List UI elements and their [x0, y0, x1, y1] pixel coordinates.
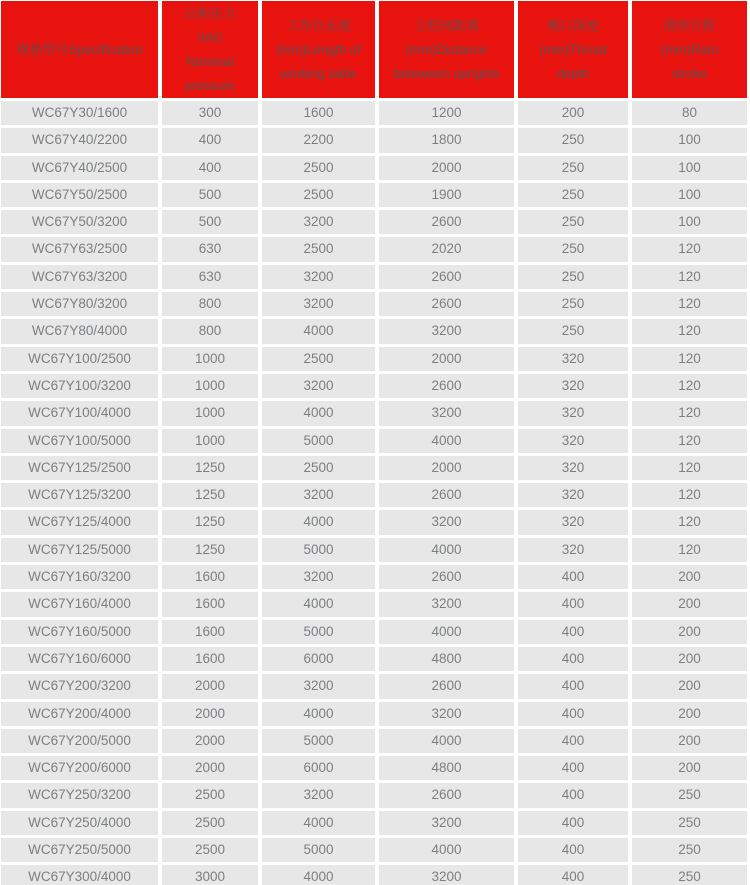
column-header-table-length: [262, 1, 375, 98]
cell-upright-distance: 1800: [379, 128, 514, 152]
column-header-line: working table: [280, 65, 357, 81]
column-header-line: pressure: [184, 77, 236, 93]
cell-upright-distance: 2000: [379, 456, 514, 480]
cell-table-length: 4000: [262, 319, 375, 343]
cell-upright-distance: 3200: [379, 702, 514, 726]
cell-table-length: 5000: [262, 538, 375, 562]
cell-table-length: 2500: [262, 156, 375, 180]
cell-table-length: 4000: [262, 592, 375, 616]
cell-upright-distance: 2600: [379, 565, 514, 589]
cell-throat-depth: 400: [518, 811, 628, 835]
cell-ram-stroke: 80: [632, 101, 747, 125]
cell-ram-stroke: 120: [632, 292, 747, 316]
cell-throat-depth: 400: [518, 702, 628, 726]
cell-specification: WC67Y100/5000: [1, 429, 158, 453]
cell-upright-distance: 4800: [379, 647, 514, 671]
cell-table-length: 1600: [262, 101, 375, 125]
cell-ram-stroke: 250: [632, 865, 747, 885]
cell-nominal-pressure: 1600: [162, 592, 258, 616]
cell-nominal-pressure: 300: [162, 101, 258, 125]
cell-table-length: 5000: [262, 729, 375, 753]
cell-table-length: 3200: [262, 565, 375, 589]
cell-throat-depth: 320: [518, 456, 628, 480]
cell-specification: WC67Y63/2500: [1, 237, 158, 261]
column-header-line: depth: [556, 65, 590, 81]
cell-nominal-pressure: 2000: [162, 674, 258, 698]
cell-nominal-pressure: 1600: [162, 647, 258, 671]
column-header-throat-depth: [518, 1, 628, 98]
column-header-line: 喉口深度: [546, 17, 599, 33]
cell-table-length: 3200: [262, 265, 375, 289]
column-header-line: 立柱间距离: [413, 17, 479, 33]
cell-upright-distance: 1900: [379, 183, 514, 207]
cell-specification: WC67Y200/3200: [1, 674, 158, 698]
cell-specification: WC67Y200/4000: [1, 702, 158, 726]
cell-specification: WC67Y160/3200: [1, 565, 158, 589]
cell-nominal-pressure: 1600: [162, 620, 258, 644]
cell-ram-stroke: 120: [632, 538, 747, 562]
cell-throat-depth: 400: [518, 865, 628, 885]
cell-ram-stroke: 200: [632, 565, 747, 589]
cell-table-length: 4000: [262, 811, 375, 835]
cell-ram-stroke: 200: [632, 592, 747, 616]
cell-upright-distance: 2600: [379, 265, 514, 289]
cell-throat-depth: 200: [518, 101, 628, 125]
column-header-line: beteween uprights: [393, 65, 500, 81]
cell-upright-distance: 2600: [379, 783, 514, 807]
cell-ram-stroke: 200: [632, 756, 747, 780]
column-header-line: stroke: [671, 65, 708, 81]
cell-nominal-pressure: 2500: [162, 838, 258, 862]
cell-table-length: 3200: [262, 483, 375, 507]
cell-ram-stroke: 200: [632, 729, 747, 753]
cell-nominal-pressure: 400: [162, 128, 258, 152]
cell-specification: WC67Y100/4000: [1, 401, 158, 425]
cell-upright-distance: 4000: [379, 729, 514, 753]
cell-ram-stroke: 250: [632, 811, 747, 835]
cell-specification: WC67Y300/4000: [1, 865, 158, 885]
cell-throat-depth: 320: [518, 538, 628, 562]
cell-throat-depth: 320: [518, 510, 628, 534]
cell-throat-depth: 250: [518, 292, 628, 316]
column-header-line: (mm)Ram: [660, 41, 719, 57]
cell-throat-depth: 400: [518, 729, 628, 753]
cell-ram-stroke: 100: [632, 156, 747, 180]
cell-nominal-pressure: 3000: [162, 865, 258, 885]
cell-ram-stroke: 100: [632, 128, 747, 152]
cell-ram-stroke: 120: [632, 483, 747, 507]
column-header-line: 滑块行程: [663, 17, 716, 33]
cell-table-length: 4000: [262, 401, 375, 425]
cell-throat-depth: 400: [518, 756, 628, 780]
cell-table-length: 2500: [262, 183, 375, 207]
cell-throat-depth: 320: [518, 374, 628, 398]
cell-throat-depth: 320: [518, 347, 628, 371]
cell-throat-depth: 250: [518, 319, 628, 343]
cell-upright-distance: 4800: [379, 756, 514, 780]
cell-throat-depth: 320: [518, 429, 628, 453]
cell-table-length: 2500: [262, 456, 375, 480]
cell-specification: WC67Y100/2500: [1, 347, 158, 371]
cell-ram-stroke: 120: [632, 429, 747, 453]
cell-ram-stroke: 200: [632, 647, 747, 671]
cell-upright-distance: 2020: [379, 237, 514, 261]
column-header-line: (mm)Throat: [539, 41, 607, 57]
cell-table-length: 4000: [262, 702, 375, 726]
cell-ram-stroke: 200: [632, 620, 747, 644]
cell-table-length: 3200: [262, 292, 375, 316]
cell-throat-depth: 400: [518, 565, 628, 589]
cell-table-length: 4000: [262, 510, 375, 534]
cell-upright-distance: 2000: [379, 347, 514, 371]
cell-ram-stroke: 100: [632, 183, 747, 207]
cell-ram-stroke: 120: [632, 374, 747, 398]
cell-nominal-pressure: 1000: [162, 401, 258, 425]
cell-specification: WC67Y250/5000: [1, 838, 158, 862]
cell-specification: WC67Y40/2200: [1, 128, 158, 152]
cell-upright-distance: 4000: [379, 620, 514, 644]
cell-throat-depth: 250: [518, 237, 628, 261]
cell-throat-depth: 400: [518, 838, 628, 862]
column-header-nominal-pressure: [162, 1, 258, 98]
column-header-ram-stroke: [632, 1, 747, 98]
cell-upright-distance: 2600: [379, 374, 514, 398]
cell-upright-distance: 3200: [379, 811, 514, 835]
cell-throat-depth: 250: [518, 265, 628, 289]
cell-nominal-pressure: 1250: [162, 510, 258, 534]
column-header-specification: [1, 1, 158, 98]
cell-specification: WC67Y100/3200: [1, 374, 158, 398]
cell-nominal-pressure: 500: [162, 210, 258, 234]
cell-ram-stroke: 120: [632, 319, 747, 343]
cell-specification: WC67Y200/6000: [1, 756, 158, 780]
column-header-line: （kN）: [189, 29, 231, 45]
cell-nominal-pressure: 630: [162, 265, 258, 289]
cell-nominal-pressure: 1000: [162, 374, 258, 398]
cell-table-length: 2500: [262, 237, 375, 261]
cell-table-length: 3200: [262, 374, 375, 398]
cell-throat-depth: 320: [518, 401, 628, 425]
cell-throat-depth: 400: [518, 620, 628, 644]
cell-nominal-pressure: 400: [162, 156, 258, 180]
cell-table-length: 4000: [262, 865, 375, 885]
cell-specification: WC67Y80/4000: [1, 319, 158, 343]
cell-throat-depth: 400: [518, 674, 628, 698]
column-header-upright-distance: [379, 1, 514, 98]
cell-specification: WC67Y50/2500: [1, 183, 158, 207]
cell-nominal-pressure: 2000: [162, 702, 258, 726]
cell-nominal-pressure: 2000: [162, 729, 258, 753]
cell-table-length: 5000: [262, 838, 375, 862]
cell-nominal-pressure: 1250: [162, 538, 258, 562]
cell-throat-depth: 400: [518, 592, 628, 616]
cell-ram-stroke: 100: [632, 210, 747, 234]
cell-nominal-pressure: 1250: [162, 483, 258, 507]
cell-specification: WC67Y63/3200: [1, 265, 158, 289]
cell-specification: WC67Y125/5000: [1, 538, 158, 562]
cell-ram-stroke: 120: [632, 265, 747, 289]
cell-upright-distance: 3200: [379, 401, 514, 425]
cell-throat-depth: 250: [518, 183, 628, 207]
cell-upright-distance: 2600: [379, 674, 514, 698]
cell-upright-distance: 2000: [379, 156, 514, 180]
cell-specification: WC67Y80/3200: [1, 292, 158, 316]
cell-table-length: 5000: [262, 620, 375, 644]
cell-throat-depth: 250: [518, 210, 628, 234]
cell-throat-depth: 250: [518, 128, 628, 152]
cell-specification: WC67Y250/3200: [1, 783, 158, 807]
cell-upright-distance: 3200: [379, 319, 514, 343]
cell-upright-distance: 3200: [379, 865, 514, 885]
cell-table-length: 6000: [262, 756, 375, 780]
cell-throat-depth: 400: [518, 783, 628, 807]
column-header-line: 公称压力: [183, 5, 236, 21]
cell-ram-stroke: 200: [632, 702, 747, 726]
cell-ram-stroke: 120: [632, 510, 747, 534]
cell-ram-stroke: 120: [632, 237, 747, 261]
cell-upright-distance: 4000: [379, 538, 514, 562]
cell-nominal-pressure: 800: [162, 319, 258, 343]
cell-nominal-pressure: 500: [162, 183, 258, 207]
cell-nominal-pressure: 800: [162, 292, 258, 316]
cell-ram-stroke: 200: [632, 674, 747, 698]
cell-table-length: 3200: [262, 674, 375, 698]
cell-specification: WC67Y125/4000: [1, 510, 158, 534]
cell-upright-distance: 4000: [379, 838, 514, 862]
column-header-line: (mm)Length of: [276, 41, 361, 57]
cell-throat-depth: 250: [518, 156, 628, 180]
column-header-line: 规格型号Specification: [16, 41, 143, 57]
cell-table-length: 2500: [262, 347, 375, 371]
cell-specification: WC67Y30/1600: [1, 101, 158, 125]
cell-table-length: 3200: [262, 783, 375, 807]
cell-nominal-pressure: 2500: [162, 783, 258, 807]
cell-specification: WC67Y160/5000: [1, 620, 158, 644]
cell-nominal-pressure: 1250: [162, 456, 258, 480]
cell-upright-distance: 4000: [379, 429, 514, 453]
cell-ram-stroke: 120: [632, 347, 747, 371]
cell-throat-depth: 400: [518, 647, 628, 671]
cell-table-length: 5000: [262, 429, 375, 453]
cell-nominal-pressure: 630: [162, 237, 258, 261]
cell-table-length: 3200: [262, 210, 375, 234]
cell-ram-stroke: 250: [632, 783, 747, 807]
cell-throat-depth: 320: [518, 483, 628, 507]
cell-nominal-pressure: 2500: [162, 811, 258, 835]
cell-upright-distance: 1200: [379, 101, 514, 125]
cell-ram-stroke: 120: [632, 401, 747, 425]
column-header-line: (mm)Distance: [406, 41, 487, 57]
cell-specification: WC67Y160/6000: [1, 647, 158, 671]
cell-nominal-pressure: 1000: [162, 347, 258, 371]
column-header-line: Nominal: [186, 53, 234, 69]
cell-specification: WC67Y160/4000: [1, 592, 158, 616]
cell-nominal-pressure: 2000: [162, 756, 258, 780]
cell-specification: WC67Y40/2500: [1, 156, 158, 180]
cell-specification: WC67Y250/4000: [1, 811, 158, 835]
cell-specification: WC67Y50/3200: [1, 210, 158, 234]
cell-table-length: 6000: [262, 647, 375, 671]
cell-upright-distance: 2600: [379, 483, 514, 507]
cell-specification: WC67Y125/2500: [1, 456, 158, 480]
cell-ram-stroke: 250: [632, 838, 747, 862]
cell-upright-distance: 2600: [379, 210, 514, 234]
cell-upright-distance: 3200: [379, 592, 514, 616]
cell-specification: WC67Y200/5000: [1, 729, 158, 753]
cell-upright-distance: 3200: [379, 510, 514, 534]
cell-nominal-pressure: 1600: [162, 565, 258, 589]
cell-nominal-pressure: 1000: [162, 429, 258, 453]
cell-table-length: 2200: [262, 128, 375, 152]
cell-upright-distance: 2600: [379, 292, 514, 316]
column-header-line: 工作台长度: [285, 17, 351, 33]
cell-ram-stroke: 120: [632, 456, 747, 480]
cell-specification: WC67Y125/3200: [1, 483, 158, 507]
